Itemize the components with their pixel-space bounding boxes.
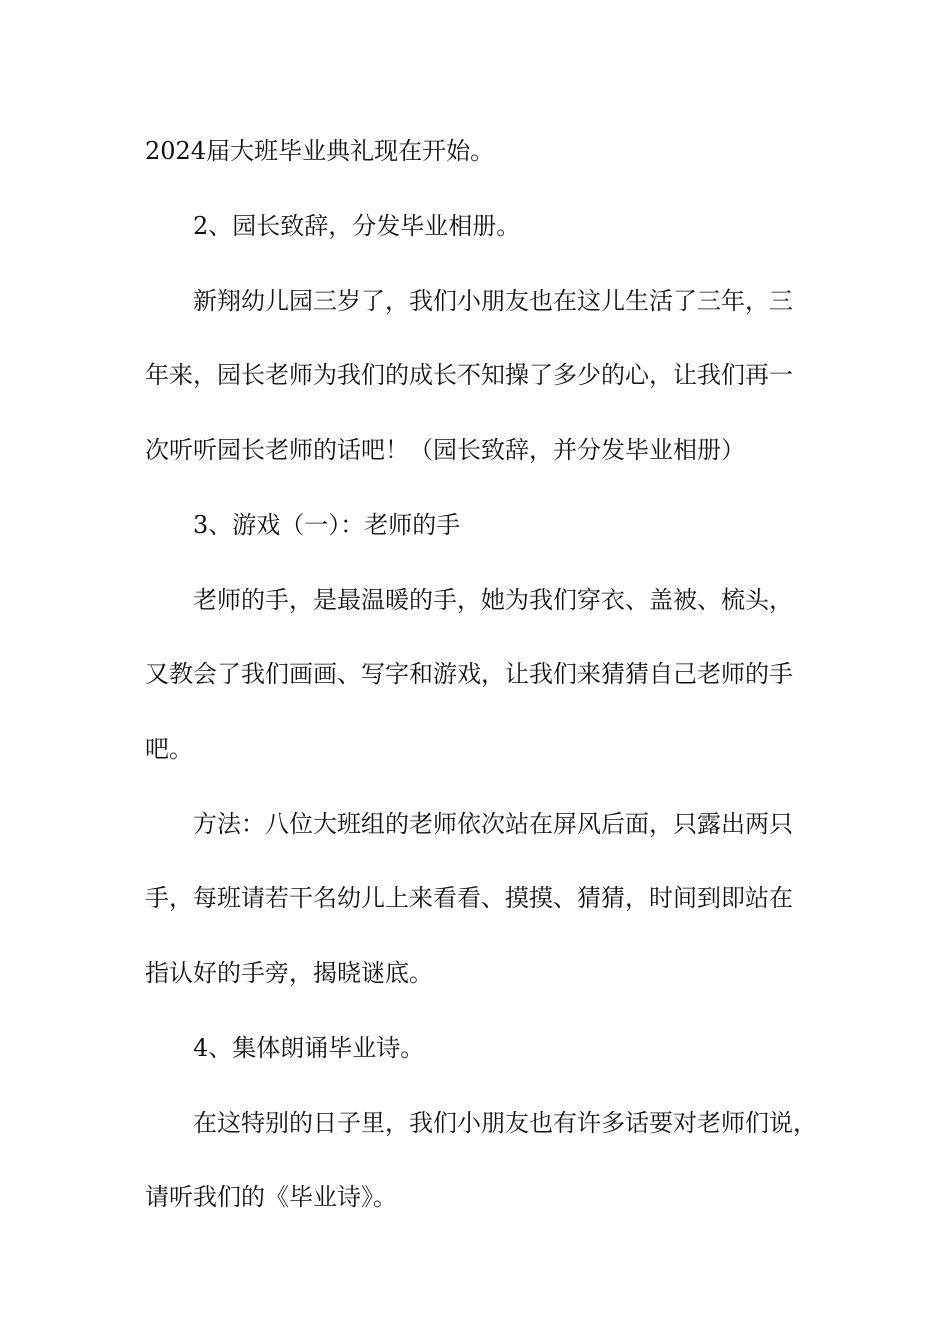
text-line: 次听听园长老师的话吧！（园长致辞，并分发毕业相册） [145,436,745,464]
text-line: 年来，园长老师为我们的成长不知操了多少的心，让我们再一 [145,361,793,389]
text-line: 方法：八位大班组的老师依次站在屏风后面，只露出两只 [193,810,793,838]
text-line: 4、集体朗诵毕业诗。 [193,1034,425,1062]
text-line: 2024届大班毕业典礼现在开始。 [145,137,495,165]
text-line: 手，每班请若干名幼儿上来看看、摸摸、猜猜，时间到即站在 [145,884,793,912]
text-line: 又教会了我们画画、写字和游戏，让我们来猜猜自己老师的手 [145,660,793,688]
text-line: 请听我们的《毕业诗》。 [145,1183,397,1211]
text-line: 老师的手，是最温暖的手，她为我们穿衣、盖被、梳头， [193,586,793,614]
text-line: 在这特别的日子里，我们小朋友也有许多话要对老师们说， [193,1109,817,1137]
text-line: 2、园长致辞，分发毕业相册。 [193,212,521,240]
text-line: 3、游戏（一）：老师的手 [193,511,461,539]
text-line: 吧。 [145,735,193,763]
text-line: 新翔幼儿园三岁了，我们小朋友也在这儿生活了三年，三 [193,287,793,315]
text-line: 指认好的手旁，揭晓谜底。 [145,959,433,987]
